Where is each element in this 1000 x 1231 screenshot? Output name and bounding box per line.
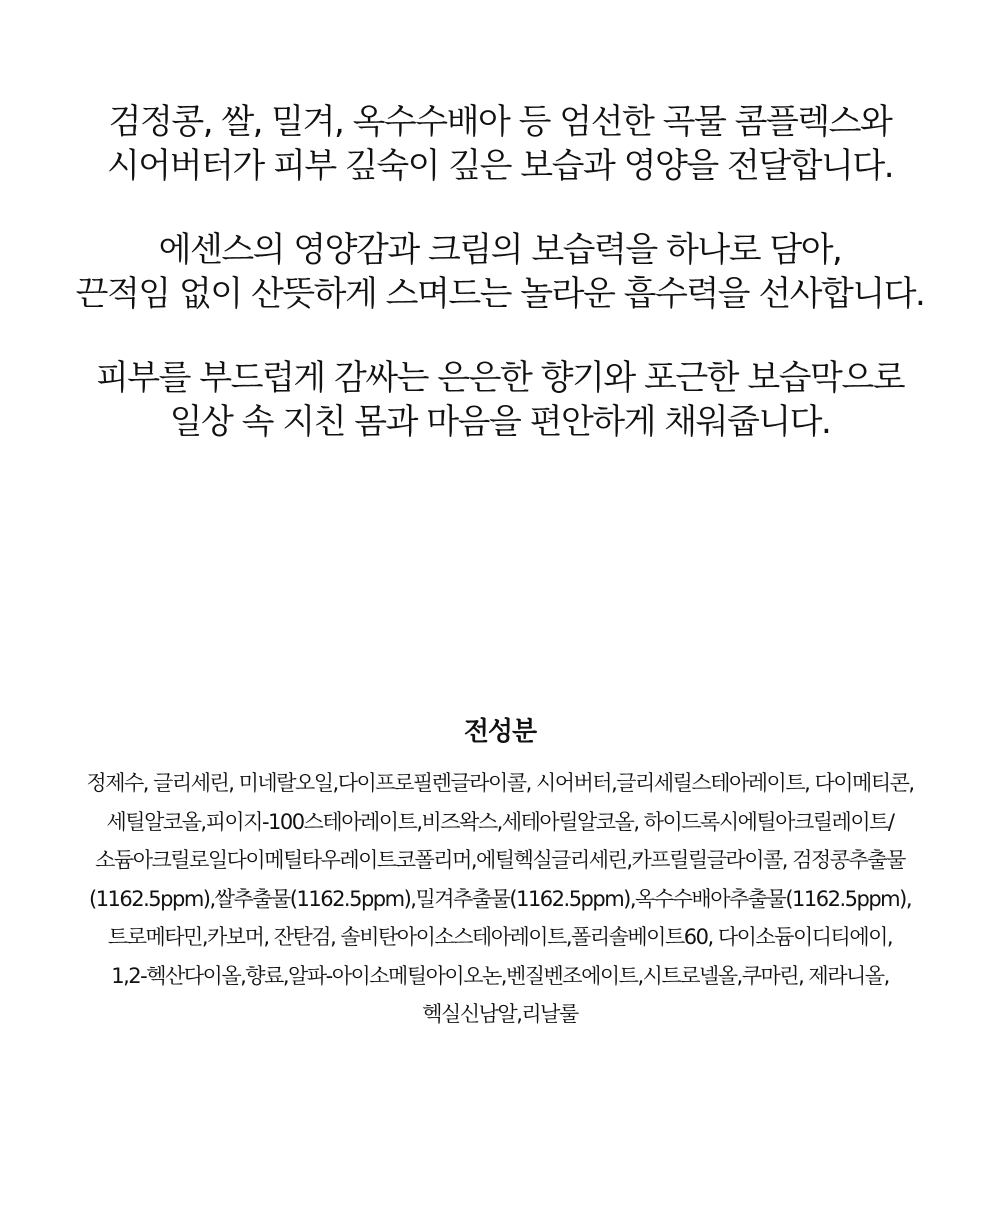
ingredients-line: 세틸알코올,피이지-100스테아레이트,비즈왁스,세테아릴알코올, 하이드록시에틸아크릴레이트/ xyxy=(106,809,894,834)
description-line: 에센스의 영양감과 크림의 보습력을 하나로 담아, xyxy=(158,230,842,270)
description-paragraph-2 xyxy=(0,228,1000,316)
description-line: 끈적임 없이 산뜻하게 스며드는 놀라운 흡수력을 선사합니다. xyxy=(75,274,925,314)
description-line: 검정콩, 쌀, 밀겨, 옥수수배아 등 엄선한 곡물 콤플렉스와 xyxy=(108,102,892,142)
product-description xyxy=(0,100,1000,484)
ingredients-list xyxy=(0,764,1000,1034)
description-line: 피부를 부드럽게 감싸는 은은한 향기와 포근한 보습막으로 xyxy=(95,358,905,398)
ingredients-section xyxy=(0,712,1000,1034)
ingredients-line: 트로메타민,카보머, 잔탄검, 솔비탄아이소스테아레이트,폴리솔베이트60, 다이소듐이디티에이, xyxy=(107,925,893,949)
ingredients-line: 1,2-헥산다이올,향료,알파-아이소메틸아이오논,벤질벤조에이트,시트로넬올,쿠마린, 제라니올, xyxy=(111,963,889,988)
ingredients-line: 소듐아크릴로일다이메틸타우레이트코폴리머,에틸헥실글리세린,카프릴릴글라이콜, 검정콩추출물 xyxy=(95,848,905,872)
description-line: 시어버터가 피부 깊숙이 깊은 보습과 영양을 전달합니다. xyxy=(106,146,894,186)
ingredients-title: 전성분 xyxy=(463,717,537,747)
description-paragraph-3 xyxy=(0,356,1000,444)
ingredients-line: (1162.5ppm),쌀추출물(1162.5ppm),밀겨추출물(1162.5ppm),옥수수배아추출물(1162.5ppm), xyxy=(89,886,911,911)
description-paragraph-1 xyxy=(0,100,1000,188)
ingredients-line: 정제수, 글리세린, 미네랄오일,다이프로필렌글라이콜, 시어버터,글리세릴스테아레이트, 다이메티콘, xyxy=(86,771,914,795)
description-line: 일상 속 지친 몸과 마음을 편안하게 채워줍니다. xyxy=(169,402,831,442)
ingredients-line: 헥실신남알,리날룰 xyxy=(422,1002,578,1026)
